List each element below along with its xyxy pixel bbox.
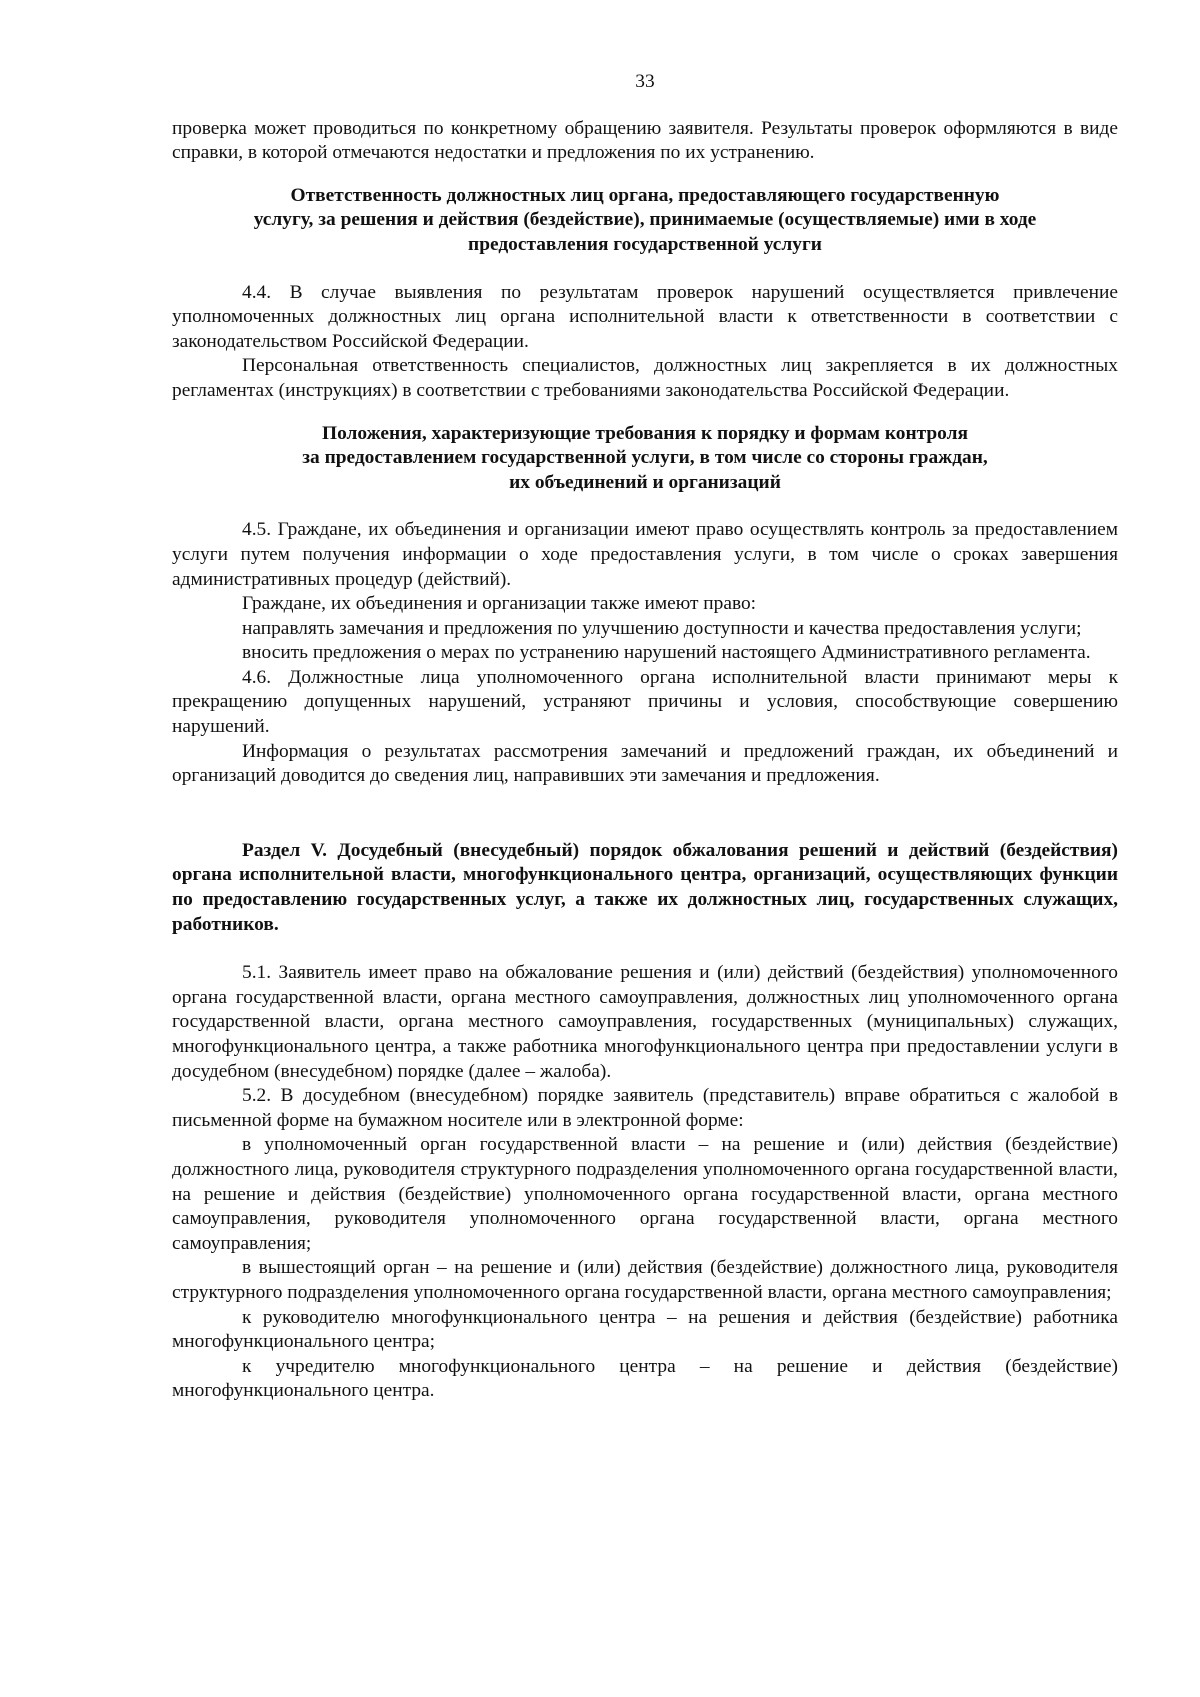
paragraph-higher-body: в вышестоящий орган – на решение и (или) действия (бездействие) должностного лица, руководителя структурного подразделения уполномоченного органа государственной власти, органа местного самоуправления; (172, 1257, 1118, 1303)
paragraph-direct-remarks: направлять замечания и предложения по улучшению доступности и качества предоставления услуги; (242, 617, 1082, 639)
page-number: 33 (635, 71, 655, 92)
paragraph-4-6: 4.6. Должностные лица уполномоченного органа исполнительной власти принимают меры к прекращению допущенных нарушений, устраняют причины и условия, способствующие совершению нарушений. (172, 666, 1118, 738)
heading-control (172, 422, 1118, 496)
document-page (172, 60, 1118, 1404)
heading-responsibility (172, 184, 1118, 258)
heading-line: за предоставлением государственной услуги, в том числе со стороны граждан, (302, 447, 988, 469)
heading-line: их объединений и организаций (509, 471, 781, 493)
paragraph-information: Информация о результатах рассмотрения замечаний и предложений граждан, их объединений и организаций доводится до сведения лиц, направивших эти замечания и предложения. (172, 740, 1118, 787)
paragraph-head-mfc: к руководителю многофункционального центра – на решения и действия (бездействие) работника многофункционального центра; (172, 1306, 1118, 1353)
paragraph-5-1: 5.1. Заявитель имеет право на обжалование решения и (или) действий (бездействия) уполномоченного органа государственной власти, органа местного самоуправления, должностных лиц уполномоченного органа государственной власти, органа местного самоуправления, государственных (муниципальных) служащих, многофункционального центра, а также работника многофункционального центра при предоставлении услуги в досудебном (внесудебном) порядке (далее – жалоба). (172, 962, 1118, 1082)
intro-paragraph: проверка может проводиться по конкретному обращению заявителя. Результаты проверок оформляются в виде справки, в которой отмечаются недостатки и предложения по их устранению. (172, 117, 1118, 164)
paragraph-4-4: 4.4. В случае выявления по результатам проверок нарушений осуществляется привлечение уполномоченных должностных лиц органа исполнительной власти к ответственности в соответствии с законодательством Российской Федерации. (172, 281, 1118, 352)
paragraph-4-5: 4.5. Граждане, их объединения и организации имеют право осуществлять контроль за предоставлением услуги путем получения информации о ходе предоставления услуги, в том числе о сроках завершения административных процедур (действий). (172, 519, 1118, 590)
paragraph-also-rights: Граждане, их объединения и организации также имеют право: (242, 593, 757, 615)
paragraph-personal-responsibility: Персональная ответственность специалистов, должностных лиц закрепляется в их должностных регламентах (инструкциях) в соответствии с требованиями законодательства Российской Федерации. (172, 355, 1118, 401)
heading-line: предоставления государственной услуги (468, 233, 822, 255)
paragraph-make-proposals: вносить предложения о мерах по устранению нарушений настоящего Административного регламента. (242, 642, 1091, 664)
heading-line: Положения, характеризующие требования к порядку и формам контроля (322, 422, 968, 444)
paragraph-authorized-body: в уполномоченный орган государственной власти – на решение и (или) действия (бездействие) должностного лица, руководителя структурного подразделения уполномоченного органа государственной власти, на решение и действия (бездействие) уполномоченного органа государственной власти, органа местного самоуправления, руководителя уполномоченного органа государственной власти, органа местного самоуправления; (172, 1134, 1118, 1254)
paragraph-founder-mfc: к учредителю многофункционального центра – на решение и действия (бездействие) многофункционального центра. (172, 1355, 1118, 1402)
heading-line: услугу, за решения и действия (бездействие), принимаемые (осуществляемые) ими в ходе (253, 209, 1037, 231)
paragraph-5-2: 5.2. В досудебном (внесудебном) порядке заявитель (представитель) вправе обратиться с жалобой в письменной форме на бумажном носителе или в электронной форме: (172, 1085, 1118, 1131)
section-v-heading: Раздел V. Досудебный (внесудебный) порядок обжалования решений и действий (бездействия) органа исполнительной власти, многофункционального центра, организаций, осуществляющих функции по предоставлению государственных услуг, а также их должностных лиц, государственных служащих, работников. (172, 839, 1118, 935)
heading-line: Ответственность должностных лиц органа, предоставляющего государственную (290, 184, 1000, 206)
